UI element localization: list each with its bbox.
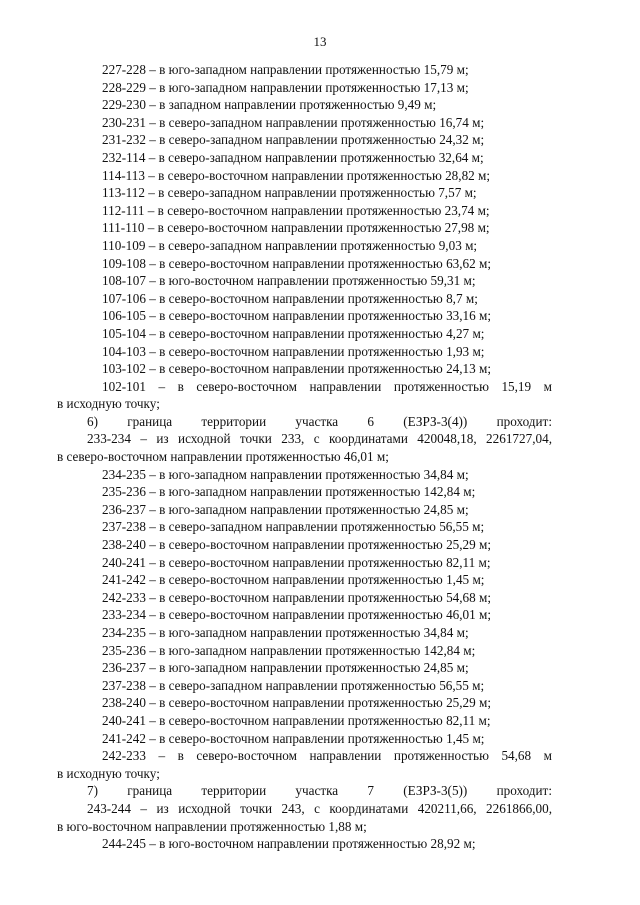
segment-line-continuation: в исходную точку; [57, 765, 160, 781]
segment-line: 233-234 – в северо-восточном направлении протяженностью 46,01 м; [102, 607, 492, 623]
segment-line: 228-229 – в юго-западном направлении протяженностью 17,13 м; [102, 79, 469, 95]
segment-list-part-5 [57, 61, 552, 378]
segment-line: 230-231 – в северо-западном направлении протяженностью 16,74 м; [102, 114, 485, 130]
segment-line: 243-244 – из исходной точки 243, с координатами 420211,66, 2261866,00, [87, 800, 552, 816]
document-body [57, 61, 552, 853]
segment-line: 240-241 – в северо-восточном направлении протяженностью 82,11 м; [102, 554, 491, 570]
segment-line: 236-237 – в юго-западном направлении протяженностью 24,85 м; [102, 501, 469, 517]
segment-line: 236-237 – в юго-западном направлении протяженностью 24,85 м; [102, 660, 469, 676]
segment-line: 235-236 – в юго-западном направлении протяженностью 142,84 м; [102, 642, 476, 658]
segment-line: 241-242 – в северо-восточном направлении протяженностью 1,45 м; [102, 730, 485, 746]
segment-line: 240-241 – в северо-восточном направлении протяженностью 82,11 м; [102, 712, 491, 728]
segment-line: 112-111 – в северо-восточном направлении протяженностью 23,74 м; [102, 202, 490, 218]
section-heading-6: 6) граница территории участка 6 (ЕЗРЗ-3(4)) проходит: [87, 413, 552, 429]
segment-line: 107-106 – в северо-восточном направлении протяженностью 8,7 м; [102, 290, 478, 306]
segment-line: 238-240 – в северо-восточном направлении протяженностью 25,29 м; [102, 537, 492, 553]
segment-line: 227-228 – в юго-западном направлении протяженностью 15,79 м; [102, 62, 469, 77]
segment-line-continuation: в исходную точку; [57, 396, 160, 412]
segment-line: 242-233 – в северо-восточном направлении протяженностью 54,68 м [102, 748, 552, 764]
segment-line: 241-242 – в северо-восточном направлении протяженностью 1,45 м; [102, 572, 485, 588]
page-number: 13 [313, 34, 327, 49]
segment-line: 113-112 – в северо-западном направлении протяженностью 7,57 м; [102, 185, 477, 201]
segment-line: 231-232 – в северо-западном направлении протяженностью 24,32 м; [102, 132, 485, 148]
segment-line: 106-105 – в северо-восточном направлении протяженностью 33,16 м; [102, 308, 492, 324]
section-heading-7: 7) граница территории участка 7 (ЕЗРЗ-3(5)) проходит: [87, 783, 552, 799]
segment-line: 104-103 – в северо-восточном направлении протяженностью 1,93 м; [102, 343, 485, 359]
segment-line: 234-235 – в юго-западном направлении протяженностью 34,84 м; [102, 625, 469, 640]
segment-line: 111-110 – в северо-восточном направлении протяженностью 27,98 м; [102, 220, 490, 236]
segment-line-continuation: в северо-восточном направлении протяженностью 46,01 м; [57, 449, 389, 465]
segment-line: 233-234 – из исходной точки 233, с координатами 420048,18, 2261727,04, [87, 431, 552, 447]
segment-line: 235-236 – в юго-западном направлении протяженностью 142,84 м; [102, 484, 476, 500]
segment-line: 105-104 – в северо-восточном направлении протяженностью 4,27 м; [102, 325, 485, 341]
segment-line: 102-101 – в северо-восточном направлении протяженностью 15,19 м [102, 378, 552, 394]
segment-line: 234-235 – в юго-западном направлении протяженностью 34,84 м; [102, 466, 469, 482]
segment-list-part-6 [57, 466, 552, 748]
segment-line: 244-245 – в юго-восточном направлении протяженностью 28,92 м; [102, 836, 476, 852]
segment-line: 242-233 – в северо-восточном направлении протяженностью 54,68 м; [102, 589, 492, 605]
segment-line-continuation: в юго-восточном направлении протяженностью 1,88 м; [57, 818, 367, 834]
segment-line: 237-238 – в северо-западном направлении протяженностью 56,55 м; [102, 519, 485, 535]
segment-line: 232-114 – в северо-западном направлении протяженностью 32,64 м; [102, 149, 484, 165]
segment-line: 237-238 – в северо-западном направлении протяженностью 56,55 м; [102, 677, 485, 693]
segment-line: 103-102 – в северо-восточном направлении протяженностью 24,13 м; [102, 361, 492, 377]
segment-line: 114-113 – в северо-восточном направлении протяженностью 28,82 м; [102, 167, 491, 183]
segment-line: 109-108 – в северо-восточном направлении протяженностью 63,62 м; [102, 255, 492, 271]
segment-line: 110-109 – в северо-западном направлении протяженностью 9,03 м; [102, 237, 478, 253]
segment-line: 229-230 – в западном направлении протяженностью 9,49 м; [102, 97, 437, 113]
segment-line: 108-107 – в юго-восточном направлении протяженностью 59,31 м; [102, 273, 476, 289]
segment-line: 238-240 – в северо-восточном направлении протяженностью 25,29 м; [102, 695, 492, 711]
